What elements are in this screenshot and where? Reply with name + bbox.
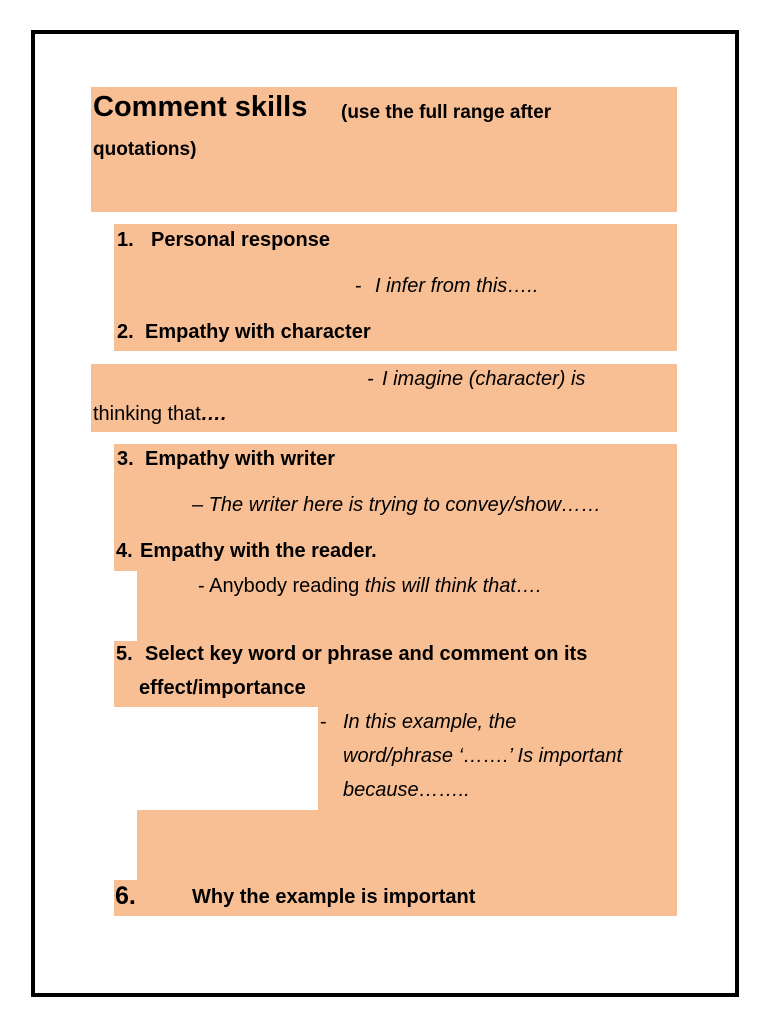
prompt-dash: - — [367, 368, 374, 390]
item-number: 3. — [117, 448, 134, 470]
item-number: 2. — [117, 321, 134, 343]
prompt-plain-text: - Anybody reading — [198, 575, 365, 597]
item-heading: Empathy with the reader. — [140, 540, 377, 562]
item-6-highlight — [137, 810, 677, 880]
item-prompt: I infer from this….. — [375, 275, 539, 297]
prompt-dash: - — [320, 711, 327, 733]
item-prompt-line1: I imagine (character) is — [382, 368, 586, 390]
item-prompt-line3: because…….. — [343, 779, 470, 801]
prompt-ellipsis: …. — [200, 403, 227, 425]
title-note-line1: (use the full range after — [341, 102, 552, 123]
item-heading-line1: Select key word or phrase and comment on its — [145, 643, 588, 665]
prompt-dash: - — [355, 275, 362, 297]
item-number: 6. — [115, 882, 136, 910]
item-prompt-line1: In this example, the — [343, 711, 517, 733]
item-heading: Personal response — [151, 229, 330, 251]
item-prompt — [198, 574, 542, 598]
item-heading: Why the example is important — [192, 886, 476, 908]
item-prompt: – The writer here is trying to convey/show…… — [192, 494, 602, 516]
item-prompt-line2: word/phrase ‘…….’ Is important — [343, 745, 622, 767]
item-heading: Empathy with character — [145, 321, 371, 343]
item-number: 5. — [116, 643, 133, 665]
item-heading-line2: effect/importance — [139, 677, 306, 699]
item-heading: Empathy with writer — [145, 448, 336, 470]
title-note-line2: quotations) — [93, 139, 197, 160]
title-main: Comment skills — [93, 91, 308, 123]
item-prompt-line2 — [93, 402, 226, 426]
item-number: 1. — [117, 229, 134, 251]
prompt-italic-text: this will think that…. — [364, 575, 542, 597]
prompt-plain-text: thinking that — [93, 403, 201, 425]
item-number: 4. — [116, 540, 133, 562]
